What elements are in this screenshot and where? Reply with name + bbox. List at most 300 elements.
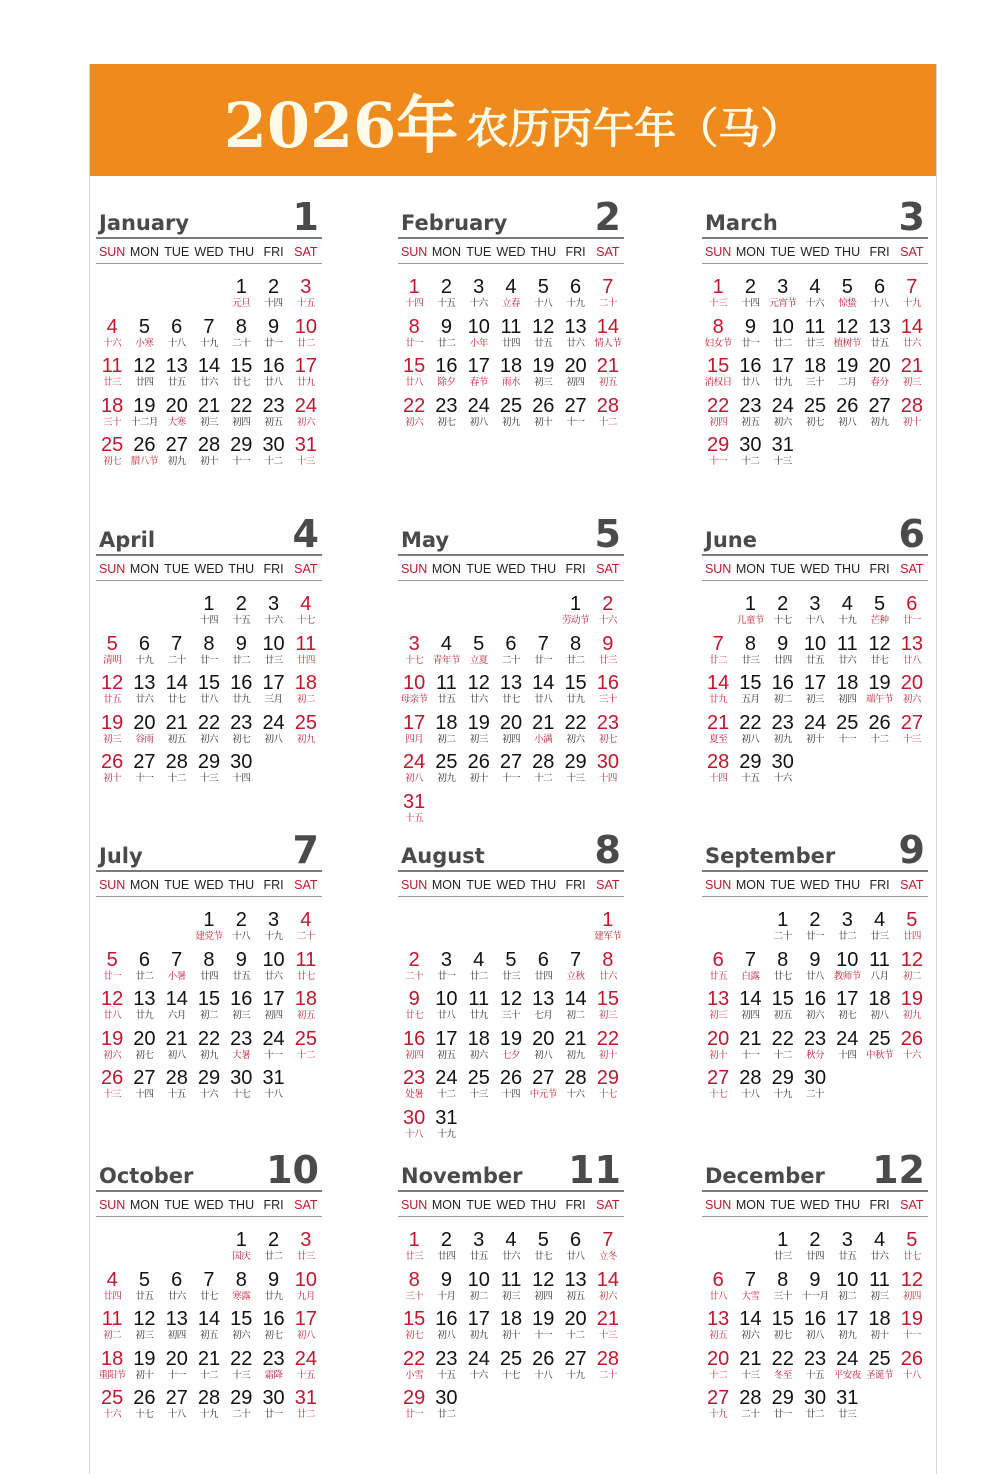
lunar-date: 初七 [838, 1010, 857, 1022]
day-number: 19 [133, 394, 156, 417]
day-cell [767, 713, 799, 753]
day-cell [527, 396, 559, 436]
lunar-date: 清明 [103, 654, 122, 666]
day-cell [161, 1270, 193, 1310]
day-number: 23 [803, 1027, 827, 1050]
weekday-label: WED [194, 878, 224, 892]
empty-cell [161, 594, 193, 634]
day-cell [225, 435, 257, 475]
day-number: 1 [235, 1229, 247, 1251]
day-cell [290, 673, 322, 713]
day-number: 24 [262, 711, 285, 734]
day-cell [128, 1068, 160, 1108]
day-cell [193, 1068, 225, 1108]
day-cell [831, 396, 863, 436]
day-number: 2 [440, 1229, 452, 1251]
day-cell [831, 1349, 863, 1389]
day-number: 3 [268, 593, 280, 615]
day-cell [161, 1349, 193, 1389]
lunar-date: 十一 [566, 416, 585, 428]
day-number: 8 [570, 632, 582, 655]
weekday-label: SUN [400, 878, 428, 892]
weekday-header [702, 558, 928, 581]
day-number: 25 [868, 1027, 891, 1050]
weekday-label: THU [834, 1198, 861, 1212]
day-number: 17 [262, 672, 285, 695]
day-cell [495, 317, 527, 357]
lunar-date: 初五 [167, 733, 186, 745]
lunar-date: 十五 [232, 615, 251, 626]
lunar-date: 十八 [534, 298, 553, 309]
weekday-label: WED [194, 562, 224, 576]
day-cell [193, 1270, 225, 1310]
day-cell [128, 1349, 160, 1389]
day-cell [831, 910, 863, 950]
day-cell [767, 989, 799, 1029]
day-number: 17 [836, 1308, 859, 1331]
lunar-date: 廿一 [264, 1409, 283, 1421]
day-number: 19 [836, 355, 859, 378]
lunar-date: 廿六 [501, 1251, 520, 1262]
day-number: 10 [294, 315, 317, 338]
day-cell [193, 435, 225, 475]
lunar-date: 廿三 [103, 377, 122, 389]
day-number: 8 [777, 1268, 789, 1291]
month-header [398, 1150, 624, 1192]
day-number: 3 [473, 276, 485, 298]
day-number: 20 [133, 711, 156, 734]
day-cell [702, 1068, 734, 1108]
day-number: 11 [869, 948, 890, 971]
lunar-date: 霜降 [264, 1369, 283, 1381]
day-grid [398, 594, 624, 832]
lunar-date: 廿一 [437, 970, 456, 982]
lunar-date: 廿九 [296, 377, 315, 389]
month-header [398, 514, 624, 556]
weekday-header [96, 241, 322, 264]
day-cell [799, 1309, 831, 1349]
weekday-label: SAT [900, 245, 924, 259]
lunar-date: 廿二 [296, 337, 315, 349]
day-number: 19 [101, 1027, 124, 1050]
day-number: 25 [435, 751, 458, 774]
day-number: 10 [467, 315, 490, 338]
day-cell [734, 634, 766, 674]
day-number: 2 [809, 1229, 821, 1251]
weekday-label: MON [431, 878, 461, 892]
day-number: 11 [468, 988, 490, 1011]
day-number: 26 [101, 1067, 124, 1090]
lunar-date: 初十 [501, 1330, 520, 1342]
month-number: 8 [594, 828, 621, 872]
day-cell [767, 277, 799, 317]
empty-cell [96, 594, 128, 634]
weekday-label: SUN [704, 245, 732, 259]
lunar-date: 十七 [296, 615, 315, 626]
lunar-date: 初四 [501, 733, 520, 745]
lunar-date: 十五 [805, 1369, 824, 1381]
day-number: 16 [771, 672, 794, 695]
lunar-date: 初六 [405, 416, 424, 428]
day-number: 29 [197, 751, 221, 774]
day-cell [96, 1270, 128, 1310]
day-cell [592, 1068, 624, 1108]
day-cell [831, 1230, 863, 1270]
lunar-date: 十七 [773, 615, 792, 626]
lunar-date: 廿一 [534, 654, 553, 666]
day-cell [128, 356, 160, 396]
day-cell [592, 950, 624, 990]
weekday-label: THU [834, 562, 861, 576]
day-cell [527, 752, 559, 792]
lunar-date: 廿三 [296, 1251, 315, 1262]
lunar-date: 廿八 [805, 970, 824, 982]
day-cell [430, 1388, 462, 1428]
day-cell [734, 317, 766, 357]
day-number: 22 [771, 1347, 794, 1370]
lunar-date: 十四 [598, 773, 617, 785]
day-number: 28 [900, 394, 923, 417]
weekday-header [96, 874, 322, 897]
lunar-date: 小满 [534, 733, 553, 745]
weekday-label: MON [129, 562, 159, 576]
weekday-header [702, 874, 928, 897]
lunar-date: 小雪 [405, 1369, 424, 1381]
lunar-date: 廿四 [296, 654, 315, 666]
day-number: 28 [564, 1067, 587, 1090]
lunar-date: 廿六 [135, 694, 154, 706]
day-cell [463, 950, 495, 990]
lunar-date: 十八 [534, 1369, 553, 1381]
day-cell [863, 277, 895, 317]
lunar-date: 九月 [296, 1290, 315, 1302]
day-number: 14 [197, 355, 221, 378]
day-cell [463, 1270, 495, 1310]
day-cell [527, 713, 559, 753]
weekday-label: WED [800, 562, 830, 576]
lunar-date: 十四 [264, 298, 283, 309]
lunar-date: 十月 [437, 1290, 456, 1302]
day-cell [96, 317, 128, 357]
day-grid [96, 277, 322, 475]
lunar-date: 初九 [501, 416, 520, 428]
lunar-date: 平安夜 [833, 1369, 861, 1381]
day-cell [128, 1309, 160, 1349]
lunar-date: 初九 [437, 773, 456, 785]
day-number: 11 [836, 632, 858, 655]
month-october [96, 1150, 322, 1428]
day-cell [128, 673, 160, 713]
empty-cell [398, 910, 430, 950]
day-cell [463, 1349, 495, 1389]
day-number: 13 [165, 1308, 188, 1331]
day-number: 17 [771, 355, 794, 378]
day-number: 8 [235, 1268, 247, 1291]
day-number: 27 [707, 1067, 730, 1090]
day-number: 18 [101, 1347, 124, 1370]
day-cell [225, 396, 257, 436]
empty-cell [128, 1230, 160, 1270]
day-number: 21 [564, 1027, 587, 1050]
lunar-date: 初五 [709, 1330, 728, 1342]
weekday-label: MON [129, 878, 159, 892]
day-number: 16 [262, 355, 285, 378]
lunar-date: 十九 [199, 337, 218, 349]
day-cell [799, 277, 831, 317]
lunar-date: 十二 [709, 1369, 728, 1381]
day-number: 24 [836, 1347, 859, 1370]
day-number: 9 [744, 315, 756, 338]
day-cell [161, 1029, 193, 1069]
day-number: 3 [300, 276, 312, 298]
day-number: 21 [596, 1308, 619, 1331]
lunar-date: 初十 [135, 1369, 154, 1381]
lunar-date: 初二 [566, 1010, 585, 1022]
day-number: 23 [262, 1347, 285, 1370]
lunar-date: 初三 [902, 377, 921, 389]
lunar-date: 劳动节 [562, 615, 590, 626]
lunar-date: 教师节 [833, 970, 861, 982]
lunar-date: 初七 [103, 456, 122, 468]
lunar-date: 廿三 [264, 654, 283, 666]
day-cell [799, 634, 831, 674]
lunar-date: 初八 [296, 1330, 315, 1342]
lunar-date: 初二 [296, 694, 315, 706]
day-number: 4 [874, 1229, 886, 1251]
day-number: 6 [712, 948, 724, 971]
day-number: 2 [235, 909, 247, 931]
day-number: 18 [868, 988, 891, 1011]
lunar-date: 廿九 [566, 694, 585, 706]
lunar-date: 廿六 [598, 970, 617, 982]
weekday-label: THU [834, 878, 861, 892]
day-cell [592, 396, 624, 436]
day-cell [463, 752, 495, 792]
day-number: 30 [803, 1067, 827, 1090]
day-number: 8 [408, 1268, 420, 1291]
day-cell [430, 1349, 462, 1389]
lunar-date: 初七 [805, 416, 824, 428]
lunar-date: 廿七 [296, 970, 315, 982]
day-number: 10 [771, 315, 794, 338]
day-number: 4 [505, 276, 517, 298]
lunar-date: 十六 [902, 1049, 921, 1061]
day-number: 18 [803, 355, 827, 378]
day-cell [193, 950, 225, 990]
lunar-date: 廿七 [232, 377, 251, 389]
day-cell [430, 396, 462, 436]
day-number: 30 [435, 1387, 458, 1410]
lunar-date: 圣诞节 [866, 1369, 894, 1381]
day-number: 16 [230, 988, 253, 1011]
day-number: 4 [440, 632, 452, 655]
day-cell [799, 1388, 831, 1428]
weekday-label: WED [496, 562, 526, 576]
day-number: 28 [739, 1067, 762, 1090]
lunar-date: 十二 [264, 456, 283, 468]
day-number: 23 [771, 711, 794, 734]
day-cell [225, 1309, 257, 1349]
day-cell [290, 1230, 322, 1270]
lunar-date: 初九 [199, 1049, 218, 1061]
day-cell [495, 673, 527, 713]
day-number: 13 [532, 988, 555, 1011]
day-cell [799, 317, 831, 357]
day-number: 24 [403, 751, 426, 774]
lunar-date: 初五 [264, 416, 283, 428]
month-number: 12 [872, 1148, 925, 1192]
day-number: 14 [596, 315, 619, 338]
day-number: 24 [803, 711, 827, 734]
day-cell [193, 752, 225, 792]
day-number: 7 [602, 276, 614, 298]
empty-cell [702, 594, 734, 634]
lunar-date: 大寒 [167, 416, 186, 428]
lunar-date: 十三 [103, 1089, 122, 1101]
day-number: 5 [537, 1229, 549, 1251]
day-cell [430, 317, 462, 357]
lunar-date: 廿四 [534, 970, 553, 982]
day-number: 16 [596, 672, 619, 695]
lunar-date: 十四 [135, 1089, 154, 1101]
day-cell [559, 356, 591, 396]
day-cell [863, 1230, 895, 1270]
lunar-date: 十七 [501, 1369, 520, 1381]
weekday-label: FRI [565, 878, 586, 892]
day-cell [592, 1029, 624, 1069]
day-number: 30 [771, 751, 794, 774]
lunar-date: 三十 [405, 1290, 424, 1302]
day-cell [193, 594, 225, 634]
day-number: 18 [836, 672, 859, 695]
day-number: 12 [900, 1268, 923, 1291]
day-number: 18 [294, 988, 317, 1011]
lunar-date: 初三 [469, 733, 488, 745]
day-number: 1 [777, 1229, 789, 1251]
day-number: 21 [197, 394, 221, 417]
day-cell [799, 1029, 831, 1069]
weekday-label: WED [800, 245, 830, 259]
day-cell [559, 1309, 591, 1349]
day-number: 21 [165, 1027, 188, 1050]
lunar-date: 初三 [709, 1010, 728, 1022]
day-number: 29 [771, 1067, 794, 1090]
day-number: 21 [739, 1027, 762, 1050]
day-number: 15 [230, 355, 253, 378]
day-number: 4 [300, 593, 312, 615]
lunar-date: 十一 [135, 773, 154, 785]
lunar-date: 十二 [773, 1049, 792, 1061]
day-number: 13 [133, 672, 156, 695]
weekday-label: THU [530, 1198, 557, 1212]
day-cell [257, 1230, 289, 1270]
day-number: 14 [564, 988, 587, 1011]
weekday-label: THU [228, 562, 255, 576]
day-number: 20 [165, 1347, 188, 1370]
day-number: 23 [262, 394, 285, 417]
day-number: 31 [294, 434, 317, 457]
day-cell [225, 713, 257, 753]
lunar-date: 廿三 [805, 337, 824, 349]
day-number: 16 [262, 1308, 285, 1331]
lunar-date: 廿四 [103, 1290, 122, 1302]
day-number: 29 [403, 1387, 426, 1410]
lunar-date: 初三 [805, 694, 824, 706]
day-cell [734, 950, 766, 990]
lunar-date: 初三 [103, 733, 122, 745]
day-number: 7 [570, 948, 582, 971]
month-number: 7 [292, 828, 319, 872]
day-cell [863, 673, 895, 713]
lunar-date: 初十 [805, 733, 824, 745]
weekday-label: THU [228, 1198, 255, 1212]
lunar-date: 二十 [232, 1409, 251, 1421]
day-number: 15 [707, 355, 730, 378]
day-number: 20 [564, 355, 587, 378]
day-cell [225, 989, 257, 1029]
month-january [96, 197, 322, 475]
lunar-date: 十一 [534, 1330, 553, 1342]
day-cell [257, 435, 289, 475]
month-june [702, 514, 928, 792]
day-grid [398, 910, 624, 1148]
lunar-date: 重阳节 [98, 1369, 126, 1381]
lunar-date: 十七 [709, 1089, 728, 1101]
weekday-label: FRI [869, 562, 890, 576]
day-number: 20 [499, 711, 523, 734]
lunar-date: 十四 [838, 1049, 857, 1061]
day-cell [463, 317, 495, 357]
lunar-date: 十一月 [801, 1290, 829, 1302]
lunar-date: 廿二 [838, 931, 857, 942]
lunar-date: 十三 [902, 733, 921, 745]
lunar-date: 初三 [598, 1010, 617, 1022]
day-number: 23 [435, 1347, 458, 1370]
lunar-date: 初七 [135, 1049, 154, 1061]
month-header [96, 830, 322, 872]
day-cell [863, 1029, 895, 1069]
lunar-date: 小寒 [135, 337, 154, 349]
day-cell [398, 634, 430, 674]
day-cell [559, 634, 591, 674]
day-cell [193, 673, 225, 713]
lunar-date: 初二 [773, 694, 792, 706]
day-number: 6 [505, 632, 517, 655]
day-cell [398, 989, 430, 1029]
day-number: 5 [906, 1229, 918, 1251]
lunar-date: 消权日 [704, 377, 732, 389]
day-cell [225, 1029, 257, 1069]
lunar-date: 十三 [598, 1330, 617, 1342]
day-cell [225, 673, 257, 713]
day-number: 24 [467, 1347, 490, 1370]
empty-cell [734, 1230, 766, 1270]
day-cell [896, 396, 928, 436]
day-cell [128, 634, 160, 674]
weekday-label: TUE [466, 1198, 492, 1212]
day-number: 24 [836, 1027, 859, 1050]
lunar-date: 十九 [437, 1128, 456, 1140]
day-cell [128, 435, 160, 475]
day-cell [161, 950, 193, 990]
lunar-year-subtitle: 农历丙午年（马） [466, 104, 803, 153]
day-number: 1 [235, 276, 247, 298]
day-number: 15 [564, 672, 587, 695]
day-cell [225, 910, 257, 950]
lunar-date: 十六 [566, 1089, 585, 1101]
day-number: 30 [739, 434, 762, 457]
lunar-date: 初四 [405, 1049, 424, 1061]
